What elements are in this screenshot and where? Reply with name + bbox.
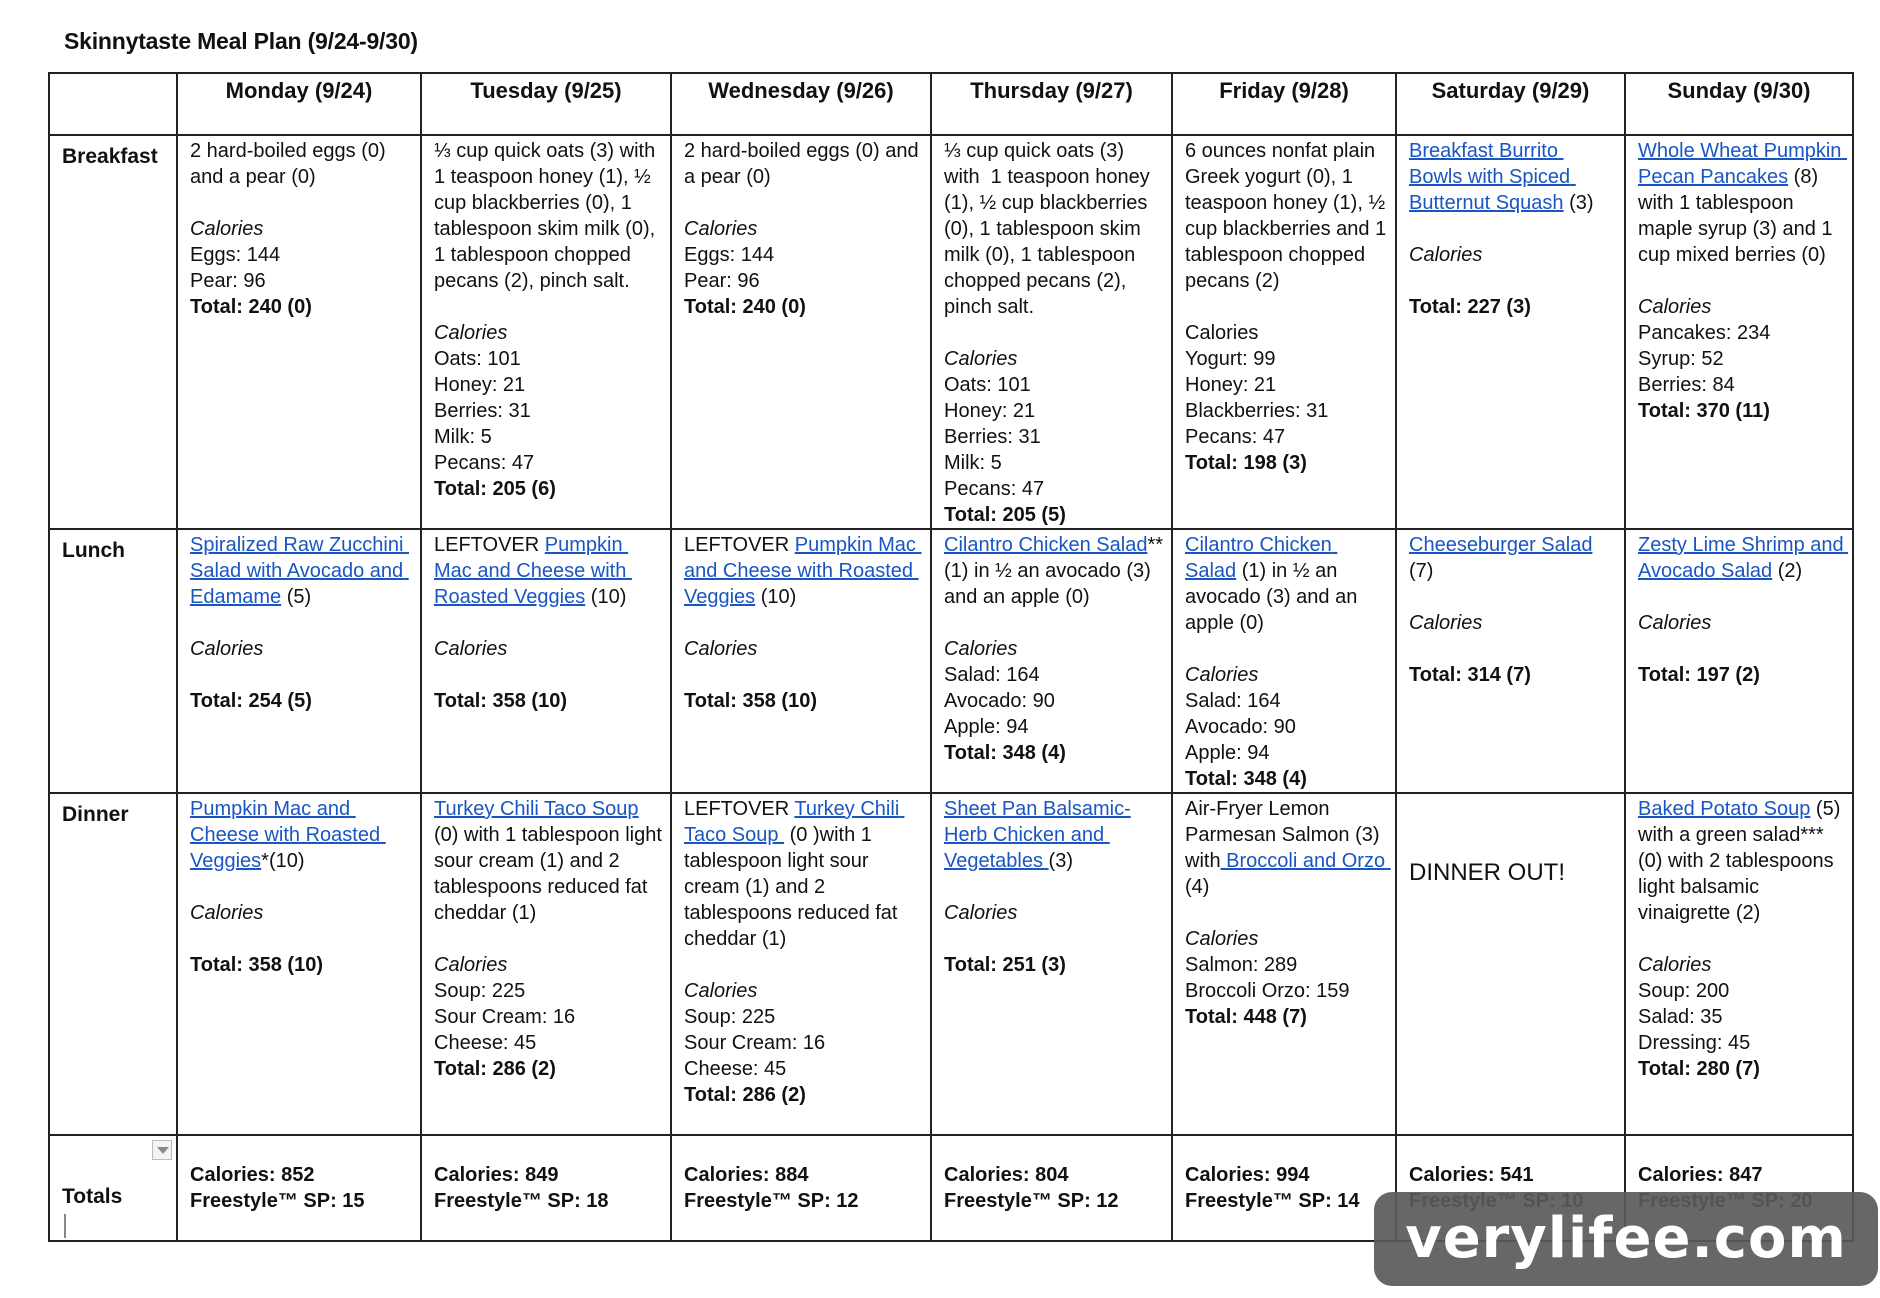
calorie-item: Dressing: 45 <box>1638 1032 1751 1054</box>
recipe-link[interactable]: Whole Wheat Pumpkin Pecan Pancakes <box>1638 140 1847 188</box>
calorie-item: Berries: 31 <box>434 400 531 422</box>
calorie-item: Blackberries: 31 <box>1185 400 1329 422</box>
calories-heading: Calories <box>1638 296 1712 318</box>
calorie-item: Soup: 225 <box>434 980 526 1002</box>
calorie-item: Avocado: 90 <box>944 690 1055 712</box>
meal-description <box>1409 532 1616 584</box>
meal-total: Total: 448 (7) <box>1185 1006 1307 1028</box>
breakfast-row <box>49 135 1853 529</box>
lunch-cell <box>1625 529 1853 793</box>
text-fragment: (3) <box>1563 192 1594 214</box>
meal-description <box>1185 532 1387 636</box>
calorie-item: Sour Cream: 16 <box>434 1006 576 1028</box>
calories-heading: Calories <box>190 638 264 660</box>
calories-heading: Calories <box>1185 928 1259 950</box>
spacer <box>190 610 412 636</box>
spacer <box>684 190 922 216</box>
meal-total: Total: 240 (0) <box>684 296 806 318</box>
calories-heading: Calories <box>944 638 1018 660</box>
spacer <box>944 926 1163 952</box>
text-fragment: (2) <box>1772 560 1803 582</box>
meal-description: ⅓ cup quick oats (3) with 1 teaspoon honey (1), ½ cup blackberries (0), 1 tablespoon skim milk (0), 1 tablespoon chopped pecans (2), pinch salt. <box>944 140 1156 318</box>
total-smartpoints: Freestyle™ SP: 12 <box>684 1190 859 1212</box>
lunch-cell <box>1172 529 1396 793</box>
text-fragment: LEFTOVER <box>684 798 795 820</box>
meal-total: Total: 358 (10) <box>434 690 567 712</box>
day-header: Sunday (9/30) <box>1625 73 1853 135</box>
meal-description <box>944 532 1163 610</box>
recipe-link[interactable]: Baked Potato Soup <box>1638 798 1811 820</box>
spacer <box>1409 268 1616 294</box>
calories-heading: Calories <box>1638 954 1712 976</box>
lunch-cell <box>931 529 1172 793</box>
meal-total: Total: 358 (10) <box>190 954 323 976</box>
spacer <box>190 874 412 900</box>
calorie-item: Milk: 5 <box>944 452 1002 474</box>
spacer <box>434 662 662 688</box>
spacer <box>1409 636 1616 662</box>
calorie-item: Broccoli Orzo: 159 <box>1185 980 1350 1002</box>
meal-description <box>190 796 412 874</box>
text-fragment: (0 )with 1 tablespoon light sour cream (1) and 2 tablespoons reduced fat cheddar (1) <box>684 824 904 950</box>
meal-description <box>1638 138 1847 268</box>
text-fragment: (4) <box>1185 876 1210 898</box>
row-label-breakfast: Breakfast <box>49 135 177 529</box>
calorie-item: Pecans: 47 <box>944 478 1045 500</box>
calories-heading: Calories <box>190 218 264 240</box>
meal-total: Total: 314 (7) <box>1409 664 1531 686</box>
recipe-link[interactable]: Cilantro Chicken Salad <box>944 534 1148 556</box>
day-header: Thursday (9/27) <box>931 73 1172 135</box>
meal-total: Total: 205 (6) <box>434 478 556 500</box>
text-fragment: (7) <box>1409 534 1599 582</box>
day-header: Tuesday (9/25) <box>421 73 671 135</box>
recipe-link[interactable]: Zesty Lime Shrimp and Avocado Salad <box>1638 534 1849 582</box>
spacer <box>1185 294 1387 320</box>
totals-cell <box>931 1135 1172 1241</box>
meal-description: ⅓ cup quick oats (3) with 1 teaspoon honey (1), ½ cup blackberries (0), 1 tablespoon skim milk (0), 1 tablespoon chopped pecans (2), pinch salt. <box>434 140 667 292</box>
day-header: Friday (9/28) <box>1172 73 1396 135</box>
meal-total: Total: 286 (2) <box>684 1084 806 1106</box>
breakfast-cell <box>1396 135 1625 529</box>
total-smartpoints: Freestyle™ SP: 14 <box>1185 1190 1360 1212</box>
meal-description <box>1185 796 1391 900</box>
text-fragment: (5) <box>281 586 312 608</box>
calorie-item: Oats: 101 <box>944 374 1031 396</box>
dinner-cell <box>1396 793 1625 1135</box>
calorie-item: Berries: 31 <box>944 426 1041 448</box>
spacer <box>190 662 412 688</box>
text-fragment: *(10) <box>261 850 305 872</box>
text-fragment: LEFTOVER <box>684 534 795 556</box>
meal-description <box>684 796 922 952</box>
spacer <box>684 662 922 688</box>
meal-description <box>1409 138 1616 216</box>
calorie-item: Salad: 164 <box>944 664 1040 686</box>
calorie-item: Salmon: 289 <box>1185 954 1298 976</box>
meal-total: Total: 370 (11) <box>1638 400 1770 422</box>
spacer <box>190 926 412 952</box>
meal-description <box>1638 532 1849 584</box>
text-fragment: (10) <box>585 586 627 608</box>
meal-description <box>944 796 1163 874</box>
calories-heading: Calories <box>434 322 508 344</box>
meal-total: Total: 348 (4) <box>1185 768 1307 790</box>
calorie-item: Avocado: 90 <box>1185 716 1296 738</box>
totals-label: Totals <box>62 1185 123 1208</box>
breakfast-cell <box>421 135 671 529</box>
total-calories: Calories: 847 <box>1638 1164 1763 1186</box>
meal-description: 6 ounces nonfat plain Greek yogurt (0), 1 teaspoon honey (1), ½ cup blackberries and 1 tablespoon chopped pecans (2) <box>1185 140 1392 292</box>
total-calories: Calories: 541 <box>1409 1164 1534 1186</box>
totals-cell <box>671 1135 931 1241</box>
text-fragment: (10) <box>755 586 797 608</box>
dinner-cell <box>931 793 1172 1135</box>
recipe-link[interactable]: Cilantro Chicken Salad <box>1185 534 1338 582</box>
calorie-item: Syrup: 52 <box>1638 348 1724 370</box>
calorie-item: Calories <box>1185 322 1259 344</box>
text-fragment: **(1) in ½ an avocado (3) and an apple (0) <box>944 534 1164 608</box>
dinner-out-note: DINNER OUT! <box>1409 859 1565 886</box>
breakfast-cell <box>931 135 1172 529</box>
spacer <box>684 952 922 978</box>
calorie-item: Sour Cream: 16 <box>684 1032 826 1054</box>
totals-cell <box>1172 1135 1396 1241</box>
spacer <box>1185 900 1387 926</box>
text-fragment: LEFTOVER <box>434 534 545 556</box>
calorie-item: Honey: 21 <box>1185 374 1277 396</box>
meal-total: Total: 198 (3) <box>1185 452 1307 474</box>
recipe-link[interactable]: Broccoli and Orzo <box>1220 850 1391 872</box>
total-calories: Calories: 852 <box>190 1164 315 1186</box>
total-smartpoints: Freestyle™ SP: 18 <box>434 1190 609 1212</box>
calories-heading: Calories <box>434 954 508 976</box>
calorie-item: Soup: 225 <box>684 1006 776 1028</box>
meal-plan-table <box>48 72 1854 1242</box>
meal-total: Total: 286 (2) <box>434 1058 556 1080</box>
lunch-cell <box>671 529 931 793</box>
total-smartpoints: Freestyle™ SP: 12 <box>944 1190 1119 1212</box>
meal-total: Total: 205 (5) <box>944 504 1066 526</box>
calories-heading: Calories <box>1185 664 1259 686</box>
lunch-cell <box>421 529 671 793</box>
text-fragment: (1) in ½ an avocado (3) and an apple (0) <box>1185 560 1363 634</box>
total-calories: Calories: 849 <box>434 1164 559 1186</box>
calories-heading: Calories <box>684 218 758 240</box>
recipe-link[interactable]: Pumpkin Mac and Cheese with Roasted Veggies <box>684 534 922 608</box>
meal-total: Total: 197 (2) <box>1638 664 1760 686</box>
spacer <box>1638 926 1844 952</box>
meal-description <box>684 532 922 610</box>
calorie-item: Cheese: 45 <box>434 1032 537 1054</box>
total-calories: Calories: 884 <box>684 1164 809 1186</box>
meal-description <box>434 796 668 926</box>
calorie-item: Salad: 164 <box>1185 690 1281 712</box>
dropdown-arrow-icon[interactable] <box>152 1140 172 1160</box>
calories-heading: Calories <box>1409 244 1483 266</box>
calorie-item: Pecans: 47 <box>434 452 535 474</box>
calorie-item: Oats: 101 <box>434 348 521 370</box>
spacer <box>1638 268 1844 294</box>
text-cursor-icon <box>64 1214 66 1238</box>
recipe-link[interactable]: Sheet Pan Balsamic-Herb Chicken and Vegetables <box>944 798 1131 872</box>
breakfast-cell <box>1625 135 1853 529</box>
dinner-row <box>49 793 1853 1135</box>
totals-cell <box>421 1135 671 1241</box>
text-fragment: (3) <box>1048 850 1073 872</box>
recipe-link[interactable]: Turkey Chili Taco Soup <box>684 798 905 846</box>
text-fragment: (0) with 1 tablespoon light sour cream (1) and 2 tablespoons reduced fat cheddar (1) <box>434 798 668 924</box>
dinner-cell <box>1625 793 1853 1135</box>
meal-total: Total: 280 (7) <box>1638 1058 1760 1080</box>
day-header: Monday (9/24) <box>177 73 421 135</box>
spacer <box>434 610 662 636</box>
row-label-dinner: Dinner <box>49 793 177 1135</box>
spacer <box>944 610 1163 636</box>
meal-description <box>190 532 412 610</box>
breakfast-cell <box>671 135 931 529</box>
meal-total: Total: 348 (4) <box>944 742 1066 764</box>
calorie-item: Honey: 21 <box>944 400 1036 422</box>
calories-heading: Calories <box>944 348 1018 370</box>
calorie-item: Pecans: 47 <box>1185 426 1286 448</box>
calorie-item: Honey: 21 <box>434 374 526 396</box>
spacer <box>190 190 412 216</box>
calories-heading: Calories <box>944 902 1018 924</box>
calories-heading: Calories <box>684 980 758 1002</box>
page-title: Skinnytaste Meal Plan (9/24-9/30) <box>64 28 418 54</box>
recipe-link[interactable]: Breakfast Burrito Bowls with Spiced Butternut Squash <box>1409 140 1576 214</box>
calorie-item: Milk: 5 <box>434 426 492 448</box>
dinner-cell <box>1172 793 1396 1135</box>
meal-description <box>1638 796 1844 926</box>
spacer <box>1409 216 1616 242</box>
watermark: verylifee.com <box>1374 1192 1878 1286</box>
calories-heading: Calories <box>1638 612 1712 634</box>
day-header: Saturday (9/29) <box>1396 73 1625 135</box>
calorie-item: Apple: 94 <box>944 716 1029 738</box>
spacer <box>1638 636 1844 662</box>
calorie-item: Pancakes: 234 <box>1638 322 1771 344</box>
recipe-link[interactable]: Cheeseburger Salad <box>1409 534 1593 556</box>
calorie-item: Cheese: 45 <box>684 1058 787 1080</box>
calorie-item: Pear: 96 <box>190 270 266 292</box>
meal-total: Total: 251 (3) <box>944 954 1066 976</box>
lunch-cell <box>177 529 421 793</box>
meal-description <box>434 532 662 610</box>
meal-total: Total: 254 (5) <box>190 690 312 712</box>
recipe-link[interactable]: Pumpkin Mac and Cheese with Roasted Veggies <box>434 534 632 608</box>
calories-heading: Calories <box>684 638 758 660</box>
calorie-item: Apple: 94 <box>1185 742 1270 764</box>
spacer <box>1638 584 1844 610</box>
calorie-item: Pear: 96 <box>684 270 760 292</box>
spacer <box>434 926 662 952</box>
row-label-lunch: Lunch <box>49 529 177 793</box>
dinner-cell <box>671 793 931 1135</box>
meal-description: 2 hard-boiled eggs (0) and a pear (0) <box>190 140 392 188</box>
corner-cell <box>49 73 177 135</box>
text-fragment: (5) with a green salad*** (0) with 2 tablespoons light balsamic vinaigrette (2) <box>1638 798 1846 924</box>
breakfast-cell <box>177 135 421 529</box>
spacer <box>684 610 922 636</box>
calorie-item: Berries: 84 <box>1638 374 1735 396</box>
meal-total: Total: 227 (3) <box>1409 296 1531 318</box>
dinner-cell <box>421 793 671 1135</box>
calorie-item: Eggs: 144 <box>190 244 281 266</box>
calories-heading: Calories <box>434 638 508 660</box>
spacer <box>1185 636 1387 662</box>
total-calories: Calories: 994 <box>1185 1164 1310 1186</box>
spacer <box>944 320 1163 346</box>
calorie-item: Soup: 200 <box>1638 980 1730 1002</box>
total-smartpoints: Freestyle™ SP: 15 <box>190 1190 365 1212</box>
recipe-link[interactable]: Turkey Chili Taco Soup <box>434 798 639 820</box>
calorie-item: Eggs: 144 <box>684 244 775 266</box>
text-fragment: Air-Fryer Lemon Parmesan Salmon (3) with <box>1185 798 1386 872</box>
calories-heading: Calories <box>1409 612 1483 634</box>
lunch-cell <box>1396 529 1625 793</box>
header-row <box>49 73 1853 135</box>
spacer <box>944 874 1163 900</box>
spacer <box>434 294 662 320</box>
row-label-totals <box>49 1135 177 1241</box>
meal-total: Total: 240 (0) <box>190 296 312 318</box>
day-header: Wednesday (9/26) <box>671 73 931 135</box>
recipe-link[interactable]: Spiralized Raw Zucchini Salad with Avocado and Edamame <box>190 534 409 608</box>
calorie-item: Yogurt: 99 <box>1185 348 1276 370</box>
breakfast-cell <box>1172 135 1396 529</box>
totals-cell <box>177 1135 421 1241</box>
lunch-row <box>49 529 1853 793</box>
meal-total: Total: 358 (10) <box>684 690 817 712</box>
text-fragment: (8) with 1 tablespoon maple syrup (3) and 1 cup mixed berries (0) <box>1638 166 1839 266</box>
meal-description: 2 hard-boiled eggs (0) and a pear (0) <box>684 140 925 188</box>
recipe-link[interactable]: Pumpkin Mac and Cheese with Roasted Veggies <box>190 798 386 872</box>
dinner-cell <box>177 793 421 1135</box>
calories-heading: Calories <box>190 902 264 924</box>
spacer <box>1409 584 1616 610</box>
calorie-item: Salad: 35 <box>1638 1006 1723 1028</box>
total-calories: Calories: 804 <box>944 1164 1069 1186</box>
